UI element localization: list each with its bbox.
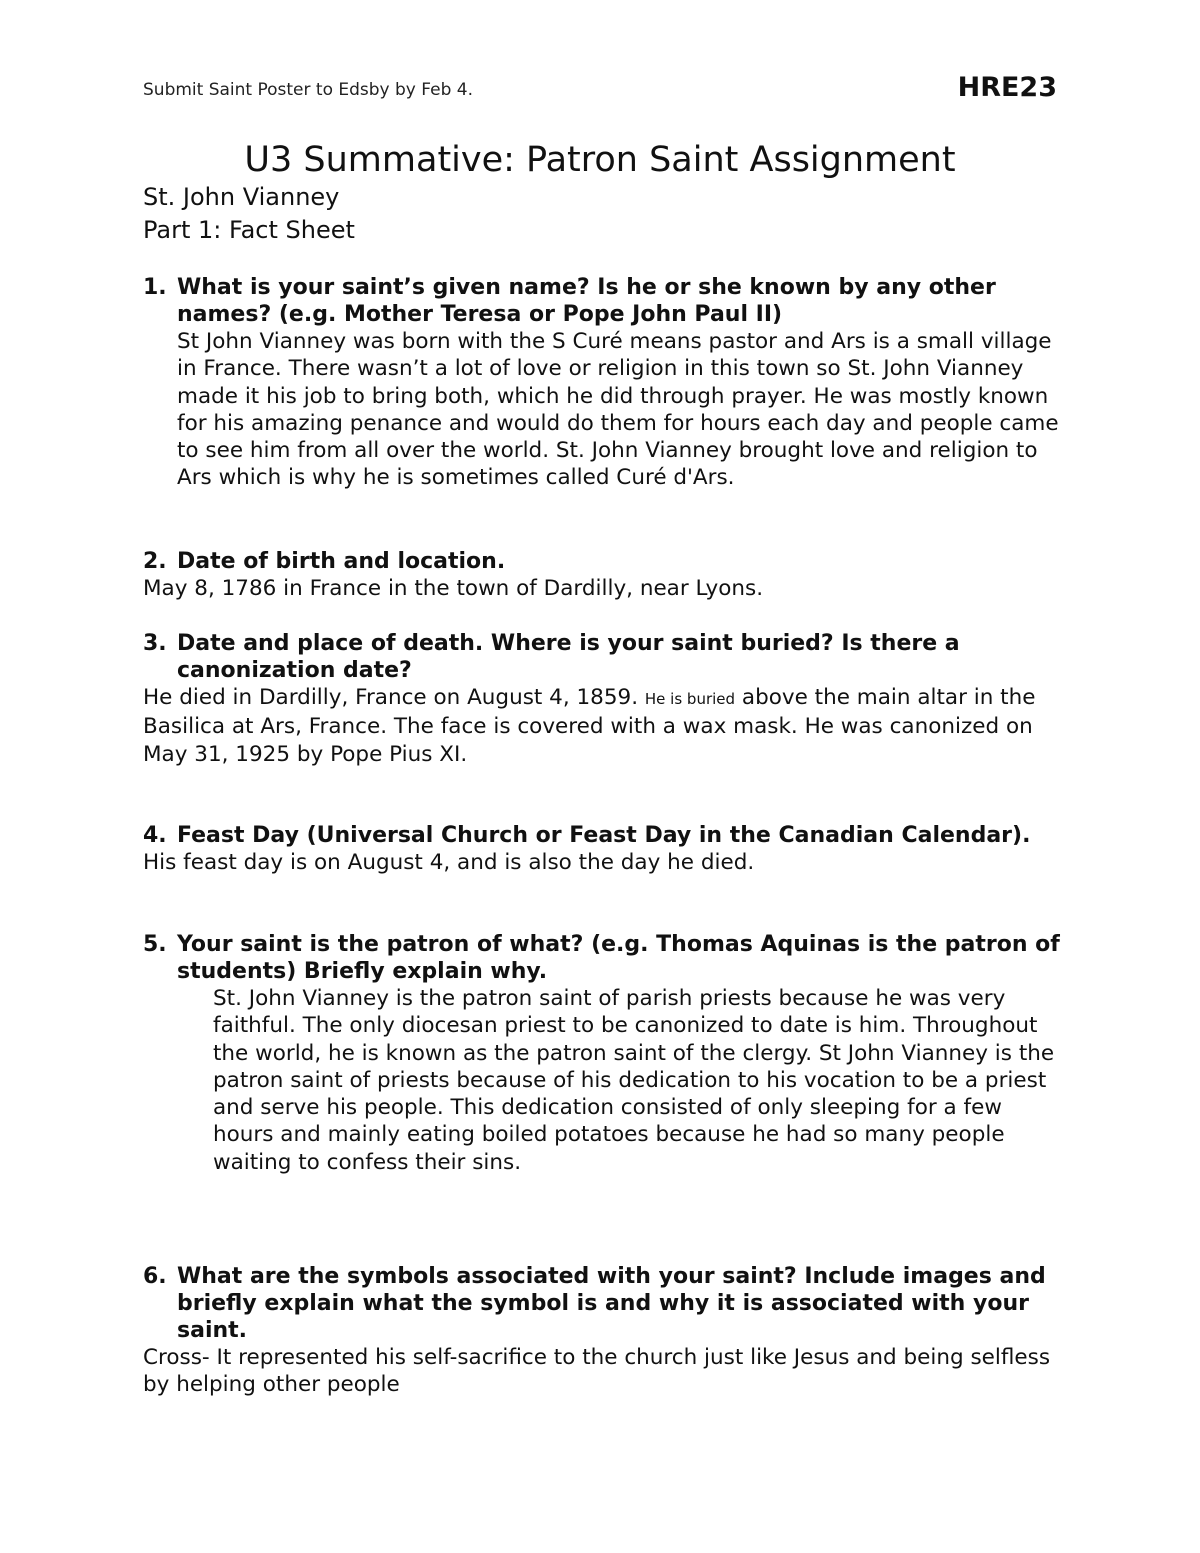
answer-4: His feast day is on August 4, and is also the day he died. [143,850,755,875]
answer-3 [143,684,1063,768]
question-number: 3. [143,631,167,656]
part-title: Part 1: Fact Sheet [143,216,355,244]
question-1-heading [143,274,1063,328]
question-4-heading [143,822,1063,849]
question-6 [143,1263,1063,1399]
answer-3-small-text: He is buried [644,690,736,708]
question-3-heading [143,630,1063,684]
answer-3-part1: He died in Dardilly, France on August 4, 1859. [143,685,639,710]
answer-3-part2: above the main altar in the Basilica at Ars, France. The face is covered with a wax mask. He was canonized on May 31, 1925 by Pope Pius XI. [143,685,1036,767]
question-text: Date of birth and location. [177,549,506,574]
question-number: 4. [143,823,167,848]
question-6-heading [143,1263,1063,1344]
answer-5: St. John Vianney is the patron saint of parish priests because he was very faithful. The only diocesan priest to be canonized to date is him. Throughout the world, he is known as the patron saint of the clergy. St John Vianney is the patron saint of priests because of his dedication to his vocation to be a priest and serve his people. This dedication consisted of only sleeping for a few hours and mainly eating boiled potatoes because he had so many people waiting to confess their sins. [213,986,1055,1175]
question-5 [143,931,1063,1176]
question-number: 6. [143,1264,167,1289]
page-title: U3 Summative: Patron Saint Assignment [244,140,956,180]
question-5-heading [143,931,1063,985]
answer-6: Cross- It represented his self-sacrifice to the church just like Jesus and being selfless by helping other people [143,1345,1051,1398]
answer-1: St John Vianney was born with the S Curé means pastor and Ars is a small village in France. There wasn’t a lot of love or religion in this town so St. John Vianney made it his job to bring both, which he did through prayer. He was mostly known for his amazing penance and would do them for hours each day and people came to see him from all over the world. St. John Vianney brought love and religion to Ars which is why he is sometimes called Curé d'Ars. [177,329,1059,491]
question-2 [143,548,1063,602]
question-4 [143,822,1063,876]
answer-2: May 8, 1786 in France in the town of Dardilly, near Lyons. [143,576,764,601]
question-number: 1. [143,275,167,300]
saint-name: St. John Vianney [143,183,340,211]
question-text: Date and place of death. Where is your saint buried? Is there a canonization date? [177,631,960,683]
question-text: What are the symbols associated with your saint? Include images and briefly explain what the symbol is and why it is associated with your saint. [177,1264,1046,1343]
question-1 [143,274,1063,492]
question-text: Feast Day (Universal Church or Feast Day in the Canadian Calendar). [177,823,1031,848]
question-2-heading [143,548,1063,575]
question-3 [143,630,1063,768]
header-note: Submit Saint Poster to Edsby by Feb 4. [143,80,473,100]
question-text: Your saint is the patron of what? (e.g. Thomas Aquinas is the patron of students) Briefly explain why. [177,932,1060,984]
course-code: HRE23 [957,72,1057,103]
question-text: What is your saint’s given name? Is he or she known by any other names? (e.g. Mother Teresa or Pope John Paul II) [177,275,996,327]
question-number: 2. [143,549,167,574]
question-number: 5. [143,932,167,957]
